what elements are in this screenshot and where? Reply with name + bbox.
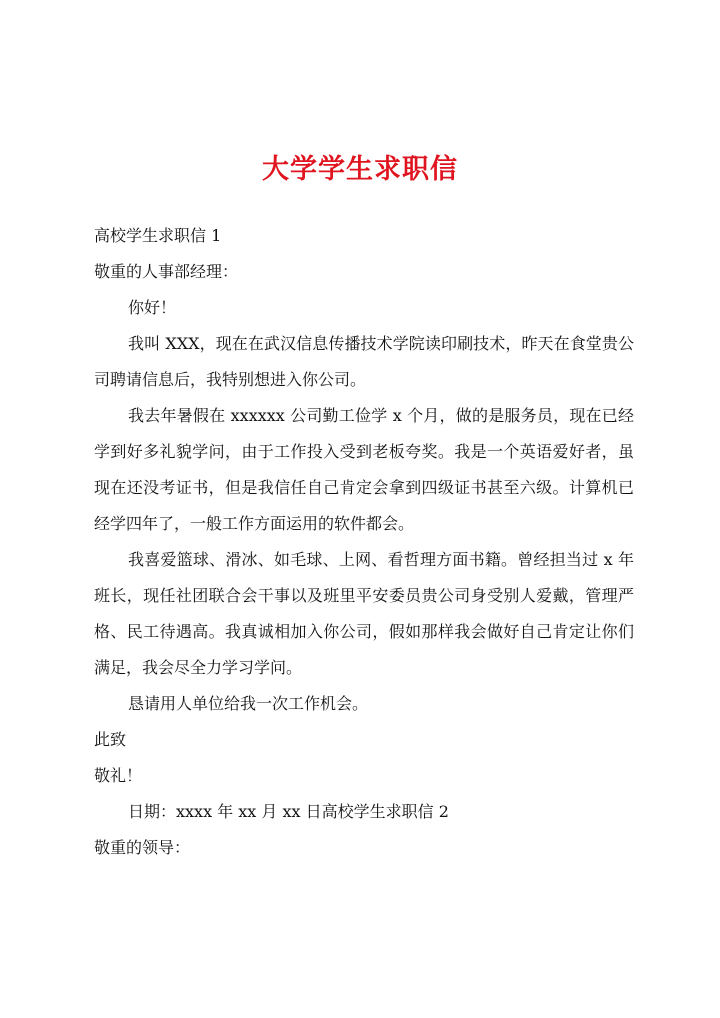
greeting: 你好！ (128, 298, 177, 317)
paragraph-hobbies: 我喜爱篮球、滑冰、如毛球、上网、看哲理方面书籍。曾经担当过 x 年班长，现任社团联合会干事以及班里平安委员贵公司身受别人爱戴，管理严格、民工待遇高。我真诚相加入你公司，假如那样我会做好自己肯定让你们满足，我会尽全力学习学问。 (94, 550, 634, 677)
paragraph-intro: 我叫 XXX，现在在武汉信息传播技术学院读印刷技术，昨天在食堂贵公司聘请信息后，我特别想进入你公司。 (94, 334, 634, 389)
letter-body (94, 218, 634, 866)
salutation: 敬重的人事部经理： (94, 262, 239, 281)
letter-heading: 高校学生求职信 1 (94, 226, 222, 245)
paragraph-request: 恳请用人单位给我一次工作机会。 (128, 694, 369, 713)
closing-line-1: 此致 (94, 730, 127, 749)
paragraph-experience: 我去年暑假在 xxxxxx 公司勤工俭学 x 个月，做的是服务员，现在已经学到好多礼貌学问，由于工作投入受到老板夸奖。我是一个英语爱好者，虽现在还没考证书，但是我信任自己肯定会拿到四级证书甚至六级。计算机已经学四年了，一般工作方面运用的软件都会。 (94, 406, 634, 533)
closing-line-2: 敬礼！ (94, 766, 143, 785)
date-line: 日期：xxxx 年 xx 月 xx 日高校学生求职信 2 (128, 802, 449, 821)
salutation-second-letter: 敬重的领导： (94, 838, 191, 857)
document-title: 大学学生求职信 (262, 154, 458, 185)
